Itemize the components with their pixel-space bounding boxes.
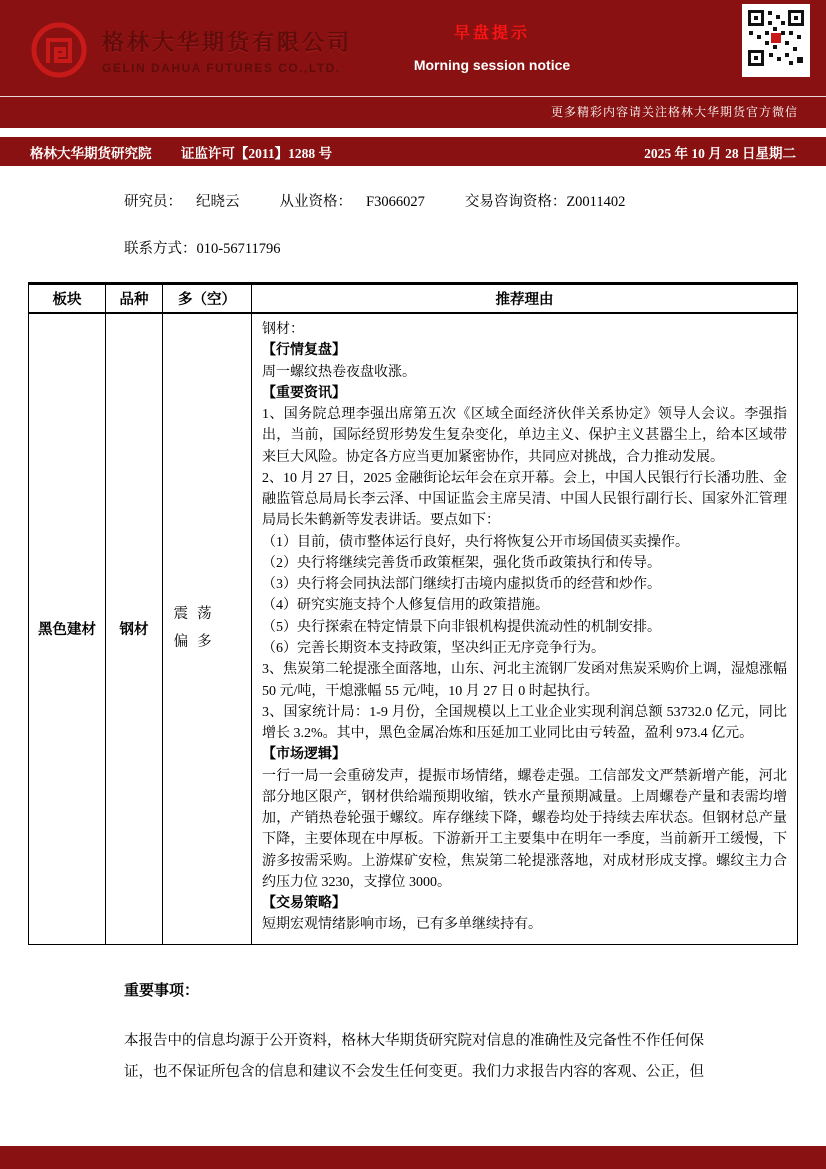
researcher-line1	[124, 190, 826, 211]
column-header-sector: 板块	[29, 284, 106, 314]
masthead	[0, 0, 826, 128]
advisory-label: 交易咨询资格：	[464, 194, 567, 210]
notice-title-cn: 早盘提示	[453, 25, 530, 42]
reason-paragraph: （2）央行将继续完善货币政策框架，强化货币政策执行和传导。	[262, 555, 661, 571]
company-name-en: GELIN DAHUA FUTURES CO.,LTD.	[102, 60, 341, 75]
reason-paragraph: 2、10 月 27 日，2025 金融街论坛年会在京开幕。会上，中国人民银行行长潘功胜、金融监管总局局长李云泽、中国证监会主席吴清、中国人民银行副行长、国家外汇管理局局长朱鹤新等发表讲话。要点如下：	[262, 470, 787, 529]
qualification-label: 从业资格：	[279, 194, 352, 210]
reason-cell	[252, 313, 798, 944]
reason-paragraph: （6）完善长期资本支持政策，坚决纠正无序竞争行为。	[262, 640, 605, 656]
company-name-cn: 格林大华期货有限公司	[102, 29, 353, 55]
reason-paragraph: 短期宏观情绪影响市场，已有多单继续持有。	[262, 917, 542, 933]
subheader-bar	[0, 137, 826, 166]
notice-title	[382, 20, 602, 73]
institute-name: 格林大华期货研究院	[30, 145, 152, 161]
license-number: 证监许可【2011】1288 号	[180, 145, 333, 161]
reason-paragraph: （1）目前，债市整体运行良好，央行将恢复公开市场国债买卖操作。	[262, 534, 689, 550]
bottom-brand-bar	[0, 1146, 826, 1169]
company-logo-icon	[30, 21, 88, 79]
column-header-variety: 品种	[106, 284, 163, 314]
reason-paragraph: （4）研究实施支持个人修复信用的政策措施。	[262, 598, 549, 614]
reason-paragraph: 一行一局一会重磅发声，提振市场情绪，螺卷走强。工信部发文严禁新增产能，河北部分地区限产，钢材供给端预期收缩，铁水产量预期减量。上周螺卷产量和表需均增加，产销热卷轮强于螺纹。库存继续下降，螺卷均处于持续去库状态。但钢材总产量下降，主要体现在中厚板。下游新开工主要集中在明年一季度，当前新开工缓慢，下游多按需采购。上游煤矿安检，焦炭第二轮提涨落地，对成材形成支撑。螺纹主力合约压力位 3230，支撑位 3000。	[262, 768, 787, 890]
reason-paragraph: 【交易策略】	[262, 896, 346, 912]
advisory-number: Z0011402	[566, 194, 626, 210]
reason-paragraph: （3）央行将会同执法部门继续打击境内虚拟货币的经营和炒作。	[262, 577, 661, 593]
researcher-info	[124, 190, 826, 258]
wechat-qr-code-icon	[742, 4, 810, 77]
brand-block	[30, 21, 352, 79]
reason-paragraph: （5）央行探索在特定情景下向非银机构提供流动性的机制安排。	[262, 619, 661, 635]
subheader-left	[30, 142, 332, 162]
reason-paragraph: 【市场逻辑】	[262, 747, 346, 763]
reason-paragraph: 1、国务院总理李强出席第五次《区域全面经济伙伴关系协定》领导人会议。李强指出，当前，国际经贸形势发生复杂变化，单边主义、保护主义甚嚣尘上，给本区域带来巨大风险。协定各方应当更加紧密协作，共同应对挑战，合力推动发展。	[262, 407, 787, 465]
reason-paragraph: 【重要资讯】	[262, 385, 346, 401]
masthead-top	[0, 0, 826, 96]
position-text: 震荡偏多	[173, 606, 221, 650]
researcher-role-label: 研究员：	[124, 194, 182, 210]
wechat-tip-bar	[0, 96, 826, 128]
table-header-row	[29, 284, 798, 314]
reason-paragraph: 钢材：	[262, 322, 304, 337]
reason-paragraph: 3、国家统计局：1-9 月份，全国规模以上工业企业实现利润总额 53732.0 亿元，同比增长 3.2%。其中，黑色金属冶炼和压延加工业同比由亏转盈，盈利 973.4 亿元。	[262, 704, 787, 742]
qualification-number: F3066027	[366, 194, 425, 210]
reason-paragraph: 【行情复盘】	[262, 343, 346, 359]
researcher-name: 纪晓云	[196, 194, 240, 210]
table-row	[29, 313, 798, 944]
report-date: 2025 年 10 月 28 日星期二	[644, 145, 796, 161]
contact-info: 联系方式：010-56711796	[124, 241, 281, 257]
sector-cell: 黑色建材	[29, 313, 106, 944]
important-notes	[124, 979, 704, 1088]
position-cell	[163, 313, 252, 944]
wechat-tip-text: 更多精彩内容请关注格林大华期货官方微信	[550, 105, 798, 119]
variety-cell: 钢材	[106, 313, 163, 944]
column-header-reason: 推荐理由	[252, 284, 798, 314]
reason-paragraph: 3、焦炭第二轮提涨全面落地，山东、河北主流钢厂发函对焦炭采购价上调，湿熄涨幅 50 元/吨，干熄涨幅 55 元/吨，10 月 27 日 0 时起执行。	[262, 662, 787, 699]
notes-title: 重要事项：	[124, 982, 200, 999]
recommendation-table	[28, 282, 798, 945]
column-header-position: 多（空）	[163, 284, 252, 314]
notice-title-en: Morning session notice	[413, 57, 571, 73]
reason-paragraph: 周一螺纹热卷夜盘收涨。	[262, 364, 416, 380]
disclaimer-text: 本报告中的信息均源于公开资料，格林大华期货研究院对信息的准确性及完备性不作任何保证，也不保证所包含的信息和建议不会发生任何变更。我们力求报告内容的客观、公正，但	[124, 1032, 704, 1080]
brand-names	[102, 26, 352, 75]
